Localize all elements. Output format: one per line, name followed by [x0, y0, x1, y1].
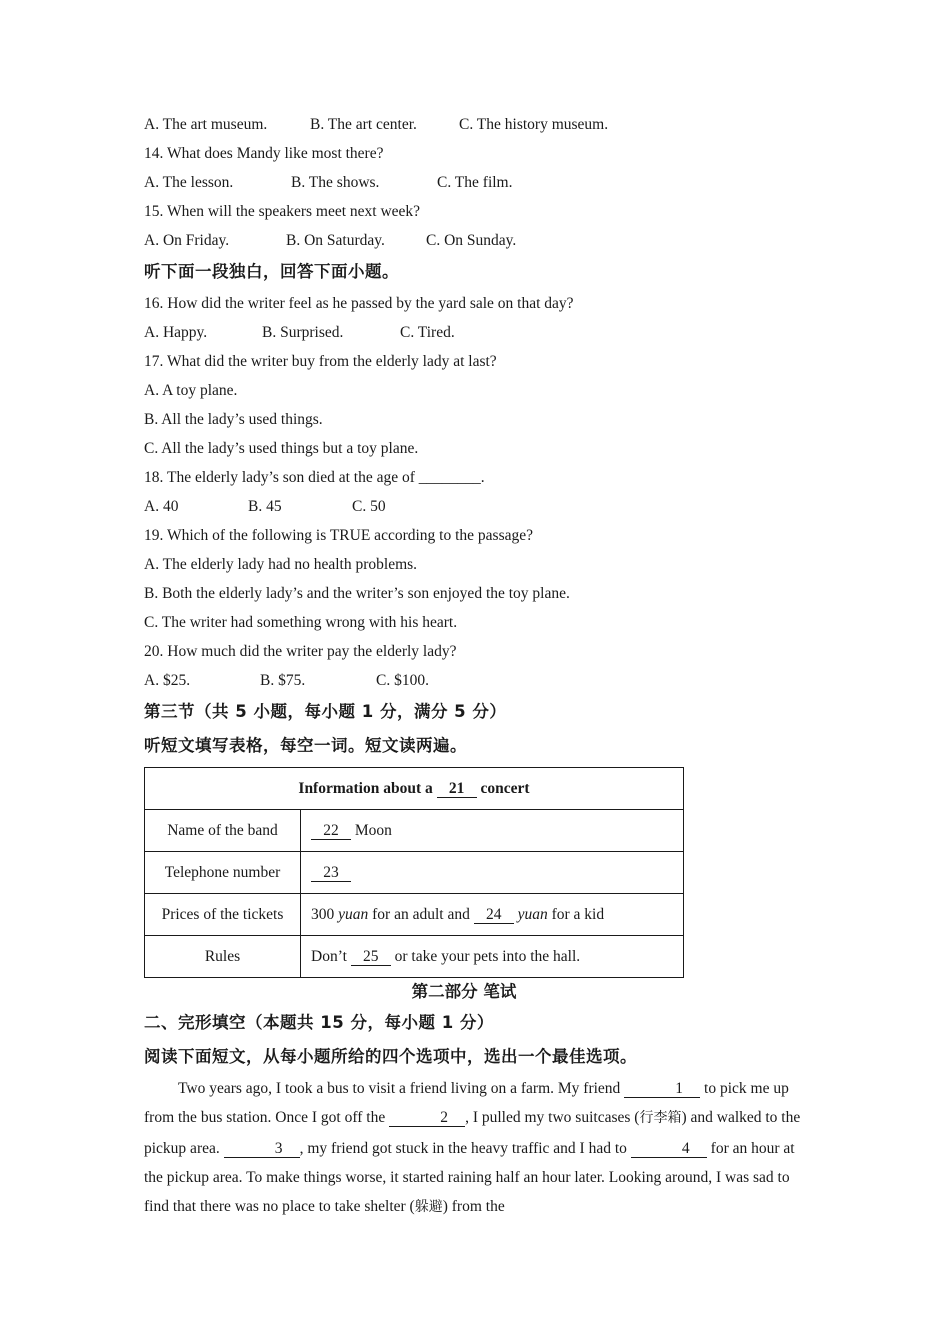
row-label-band: Name of the band — [145, 810, 301, 852]
q13-option-a: A. The art museum. — [144, 116, 268, 133]
q18-options — [144, 492, 814, 521]
q20-option-c: C. $100. — [376, 672, 429, 689]
concert-info-table — [144, 767, 684, 978]
q17-option-b: B. All the lady’s used things. — [144, 411, 323, 428]
q16-option-b: B. Surprised. — [262, 324, 344, 341]
q16-options — [144, 318, 814, 347]
q18-period: . — [480, 469, 485, 486]
q16-option-a: A. Happy. — [144, 324, 208, 341]
q14-question: 14. What does Mandy like most there? — [144, 145, 384, 162]
q16-question: 16. How did the writer feel as he passed by the yard sale on that day? — [144, 295, 574, 312]
q20-option-b: B. $75. — [260, 672, 306, 689]
q18-question — [144, 463, 814, 492]
blank-25: 25 — [351, 948, 391, 966]
passage-text-1: Two years ago, I took a bus to visit a friend living on a farm. My friend — [178, 1080, 625, 1097]
q20-options — [144, 666, 814, 695]
cloze-passage — [144, 1074, 806, 1222]
q15-options — [144, 226, 814, 255]
q20-question: 20. How much did the writer pay the elderly lady? — [144, 643, 457, 660]
price-adult-amount: 300 — [311, 905, 339, 923]
q15-option-a: A. On Friday. — [144, 232, 230, 249]
row-value-band — [301, 810, 684, 852]
section3-heading: 第三节（共 5 小题，每小题 1 分，满分 5 分） — [144, 702, 507, 721]
q18-blank: ________ — [418, 469, 481, 486]
rules-prefix: Don’t — [311, 947, 351, 965]
q14-option-c: C. The film. — [437, 174, 513, 191]
passage-gloss-shelter: 躲避 — [414, 1199, 443, 1216]
monologue-heading: 听下面一段独白，回答下面小题。 — [144, 262, 399, 281]
q17-option-a: A. A toy plane. — [144, 382, 238, 399]
table-title — [145, 768, 684, 810]
cloze-blank-1: 1 — [624, 1080, 700, 1098]
q13-option-b: B. The art center. — [310, 116, 417, 133]
blank-24: 24 — [474, 906, 514, 924]
passage-text-7: ) from the — [442, 1198, 505, 1216]
table-title-text: Information about a — [298, 779, 437, 797]
q19-option-a: A. The elderly lady had no health problems. — [144, 556, 418, 573]
q14-option-a: A. The lesson. — [144, 174, 234, 191]
table-row — [145, 768, 684, 810]
q14-options — [144, 168, 814, 197]
passage-text-2: to pick me up from the bus station. Once I got off the — [144, 1080, 789, 1127]
table-row — [145, 852, 684, 894]
passage-text-6: for an hour at the pickup area. To make things worse, it started raining half an hour later. Looking around, I was sad to find that there was no place to take shelter ( — [144, 1139, 795, 1216]
row-label-prices: Prices of the tickets — [145, 894, 301, 936]
table-row — [145, 810, 684, 852]
q13-option-c: C. The history museum. — [459, 116, 609, 133]
band-name-suffix: Moon — [351, 821, 392, 839]
price-unit-yuan-kid: yuan — [517, 905, 548, 923]
rules-suffix: or take your pets into the hall. — [390, 947, 581, 965]
cloze-blank-2: 2 — [389, 1109, 465, 1127]
price-kid-text: for a kid — [547, 905, 605, 923]
cloze-blank-4: 4 — [631, 1140, 707, 1158]
price-unit-yuan: yuan — [338, 905, 369, 923]
passage-gloss-suitcase: 行李箱 — [639, 1110, 682, 1127]
blank-21: 21 — [437, 780, 477, 798]
cloze-heading: 二、完形填空（本题共 15 分，每小题 1 分） — [144, 1013, 494, 1032]
q14-option-b: B. The shows. — [291, 174, 380, 191]
table-title-suffix: concert — [476, 779, 530, 797]
row-label-telephone: Telephone number — [145, 852, 301, 894]
table-row — [145, 894, 684, 936]
q15-question: 15. When will the speakers meet next week? — [144, 203, 421, 220]
passage-text-4: ) and walked to the pickup area. — [144, 1109, 801, 1157]
q17-question: 17. What did the writer buy from the elderly lady at last? — [144, 353, 497, 370]
passage-text-3: , I pulled my two suitcases ( — [465, 1109, 640, 1127]
part2-title: 第二部分 笔试 — [411, 982, 517, 1001]
exam-page — [144, 110, 814, 1222]
row-value-prices — [301, 894, 684, 936]
q19-question: 19. Which of the following is TRUE according to the passage? — [144, 527, 533, 544]
q19-option-b: B. Both the elderly lady’s and the writer’s son enjoyed the toy plane. — [144, 585, 570, 602]
row-value-telephone — [301, 852, 684, 894]
q18-option-a: A. 40 — [144, 498, 179, 515]
q15-option-b: B. On Saturday. — [286, 232, 385, 249]
blank-23: 23 — [311, 864, 351, 882]
row-label-rules: Rules — [145, 936, 301, 978]
cloze-instruction: 阅读下面短文，从每小题所给的四个选项中，选出一个最佳选项。 — [144, 1047, 637, 1066]
row-value-rules — [301, 936, 684, 978]
q13-options — [144, 110, 814, 139]
table-row — [145, 936, 684, 978]
section3-instruction: 听短文填写表格，每空一词。短文读两遍。 — [144, 736, 467, 755]
cloze-blank-3: 3 — [224, 1140, 300, 1158]
q15-option-c: C. On Sunday. — [426, 232, 517, 249]
passage-text-5: , my friend got stuck in the heavy traffic and I had to — [299, 1139, 631, 1157]
price-middle-text: for an adult and — [368, 905, 474, 923]
q20-option-a: A. $25. — [144, 672, 191, 689]
q18-question-text: 18. The elderly lady’s son died at the age of — [144, 469, 419, 486]
q18-option-c: C. 50 — [352, 498, 386, 515]
q17-option-c: C. All the lady’s used things but a toy plane. — [144, 440, 419, 457]
q19-option-c: C. The writer had something wrong with his heart. — [144, 614, 458, 631]
q18-option-b: B. 45 — [248, 498, 282, 515]
blank-22: 22 — [311, 822, 351, 840]
q16-option-c: C. Tired. — [400, 324, 455, 341]
